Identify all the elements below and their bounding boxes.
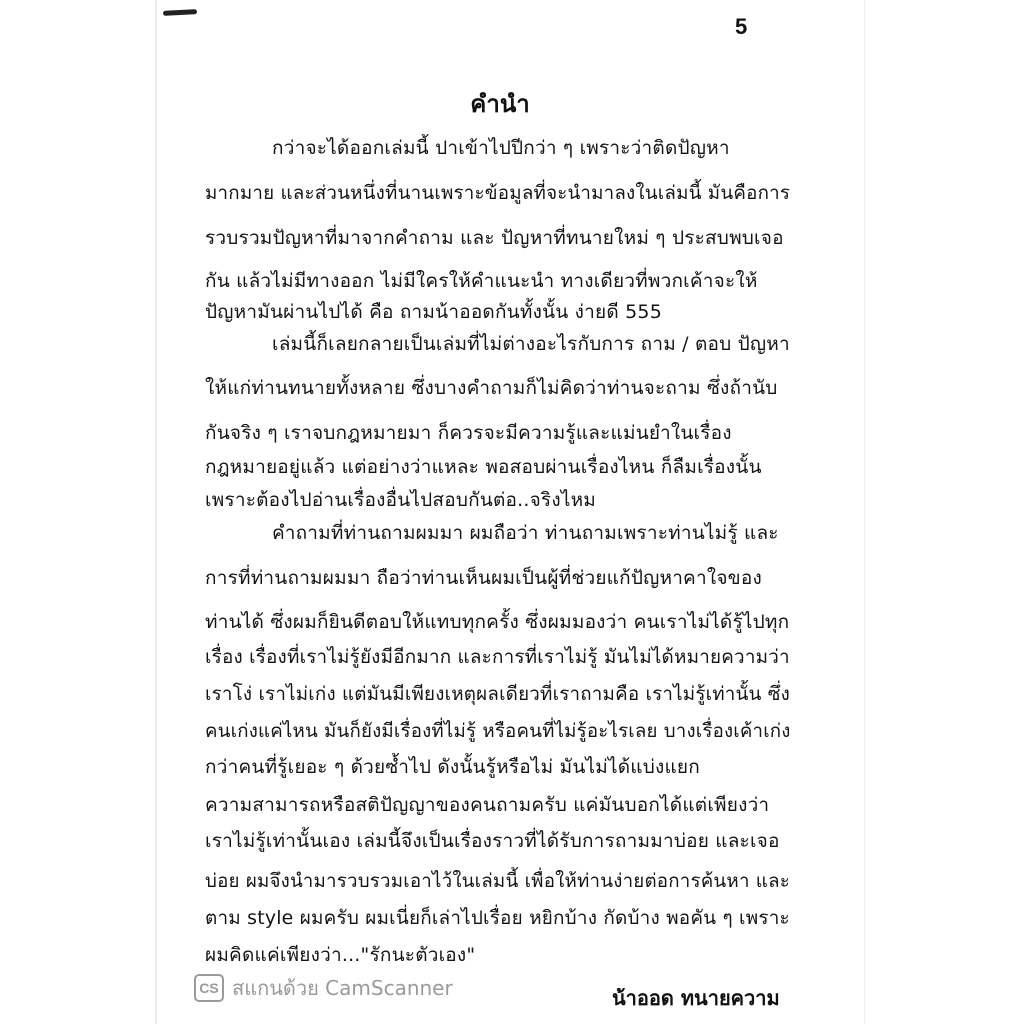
body-line: ปัญหามันผ่านไปได้ คือ ถามน้าออดกันทั้งนั้น ง่ายดี 555 xyxy=(205,301,663,323)
body-line: การที่ท่านถามผมมา ถือว่าท่านเห็นผมเป็นผู้ที่ช่วยแก้ปัญหาคาใจของ xyxy=(205,567,762,589)
body-line: เรื่อง เรื่องที่เราไม่รู้ยังมีอีกมาก และการที่เราไม่รู้ มันไม่ได้หมายความว่า xyxy=(205,646,790,668)
body-line: ท่านได้ ซึ่งผมก็ยินดีตอบให้แทบทุกครั้ง ซึ่งผมมองว่า คนเราไม่ได้รู้ไปทุก xyxy=(205,611,790,633)
ink-mark xyxy=(163,9,197,16)
body-line: กันจริง ๆ เราจบกฎหมายมา ก็ควรจะมีความรู้และแม่นยำในเรื่อง xyxy=(205,422,732,444)
camscanner-watermark xyxy=(194,972,453,1004)
body-line: เพราะต้องไปอ่านเรื่องอื่นไปสอบกันต่อ..จริงไหม xyxy=(205,489,597,511)
page-left-edge xyxy=(155,0,157,1024)
body-line: คำถามที่ท่านถามผมมา ผมถือว่า ท่านถามเพราะท่านไม่รู้ และ xyxy=(272,522,779,544)
camscanner-icon: CS xyxy=(194,974,224,1002)
body-line: รวบรวมปัญหาที่มาจากคำถาม และ ปัญหาที่ทนายใหม่ ๆ ประสบพบเจอ xyxy=(205,227,784,249)
body-line: เล่มนี้ก็เลยกลายเป็นเล่มที่ไม่ต่างอะไรกับการ ถาม / ตอบ ปัญหา xyxy=(272,333,790,355)
body-line: เราไม่รู้เท่านั้นเอง เล่มนี้จึงเป็นเรื่องราวที่ได้รับการถามมาบ่อย และเจอ xyxy=(205,830,780,852)
body-line: กว่าจะได้ออกเล่มนี้ ปาเข้าไปปีกว่า ๆ เพราะว่าติดปัญหา xyxy=(272,137,730,159)
page-number: 5 xyxy=(735,14,748,39)
body-line: มากมาย และส่วนหนึ่งที่นานเพราะข้อมูลที่จะนำมาลงในเล่มนี้ มันคือการ xyxy=(205,182,791,204)
body-line: ความสามารถหรือสติปัญญาของคนถามครับ แค่มันบอกได้แต่เพียงว่า xyxy=(205,794,770,816)
page-right-edge xyxy=(864,0,865,1024)
page-title: คำนำ xyxy=(470,90,530,118)
body-line: ให้แก่ท่านทนายทั้งหลาย ซึ่งบางคำถามก็ไม่คิดว่าท่านจะถาม ซึ่งถ้านับ xyxy=(205,377,778,399)
body-line: บ่อย ผมจึงนำมารวบรวมเอาไว้ในเล่มนี้ เพื่อให้ท่านง่ายต่อการค้นหา และ xyxy=(205,870,790,892)
author-signature: น้าออด ทนายความ xyxy=(612,986,780,1010)
body-line: ตาม style ผมครับ ผมเนี่ยก็เล่าไปเรื่อย หยิกบ้าง กัดบ้าง พอคัน ๆ เพราะ xyxy=(205,907,790,929)
body-line: กว่าคนที่รู้เยอะ ๆ ด้วยซ้ำไป ดังนั้นรู้หรือไม่ มันไม่ได้แบ่งแยก xyxy=(205,756,700,778)
body-line: เราโง่ เราไม่เก่ง แต่มันมีเพียงเหตุผลเดียวที่เราถามคือ เราไม่รู้เท่านั้น ซึ่ง xyxy=(205,683,791,705)
body-line: กัน แล้วไม่มีทางออก ไม่มีใครให้คำแนะนำ ทางเดียวที่พวกเค้าจะให้ xyxy=(205,270,758,292)
body-line: คนเก่งแค่ไหน มันก็ยังมีเรื่องที่ไม่รู้ หรือคนที่ไม่รู้อะไรเลย บางเรื่องเค้าเก่ง xyxy=(205,720,791,742)
body-line: กฎหมายอยู่แล้ว แต่อย่างว่าแหละ พอสอบผ่านเรื่องไหน ก็ลืมเรื่องนั้น xyxy=(205,456,762,478)
body-line: ผมคิดแค่เพียงว่า..."รักนะตัวเอง" xyxy=(205,944,476,966)
watermark-text: สแกนด้วย CamScanner xyxy=(232,976,453,1000)
